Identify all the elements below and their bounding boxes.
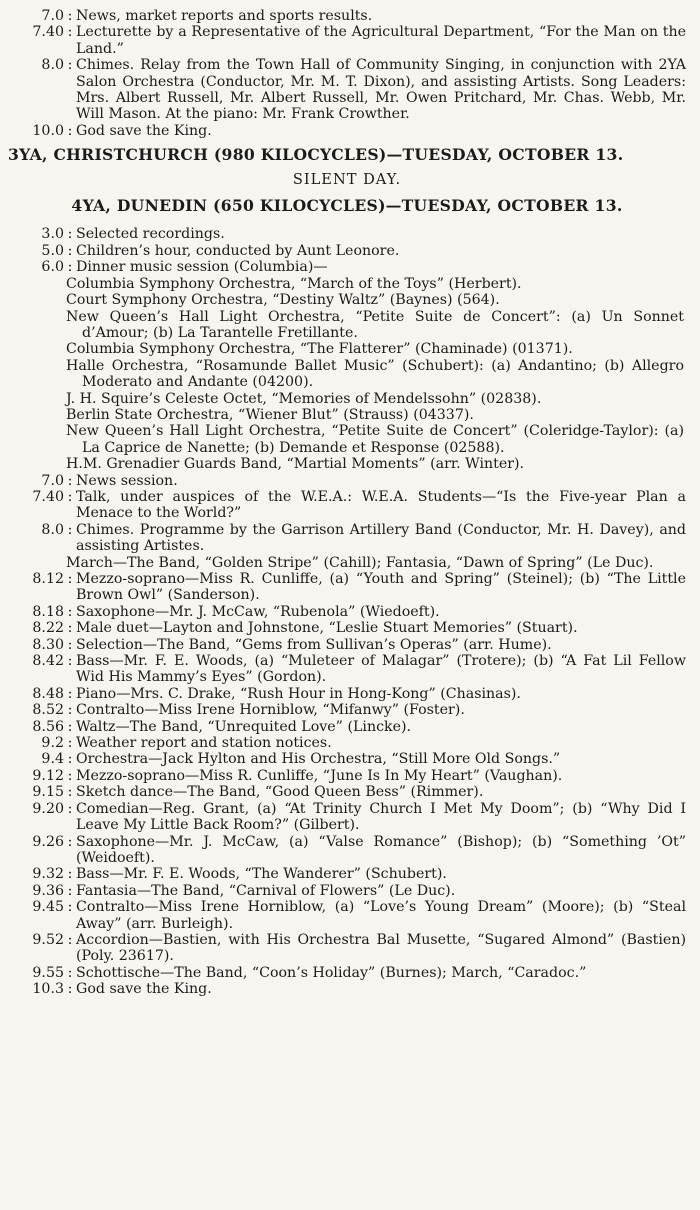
march-line: March—The Band, “Golden Stripe” (Cahill); Fantasia, “Dawn of Spring” (Le Duc). — [66, 554, 654, 571]
dinner-item: Columbia Symphony Orchestra, “March of the Toys” (Herbert). — [66, 275, 522, 292]
entry-text: Dinner music session (Columbia)— — [76, 259, 328, 276]
programme-entry: 9.4 : Orchestra—Jack Hylton and His Orchestra, “Still More Old Songs.” — [0, 751, 694, 767]
entry-text: Comedian—Reg. Grant, (a) “At Trinity Church I Met My Doom”; (b) “Why Did I Leave My Little Back Room?” (Gilbert). — [76, 800, 686, 834]
entry-text: Mezzo-soprano—Miss R. Cunliffe, “June Is In My Heart” (Vaughan). — [76, 767, 563, 784]
programme-entry: 9.45 : Contralto—Miss Irene Horniblow, (a) “Love’s Young Dream” (Moore); (b) “Steal Away” (arr. Burleigh). — [0, 899, 694, 932]
entry-time: 8.0 — [41, 57, 64, 74]
programme-entry: 9.52 : Accordion—Bastien, with His Orchestra Bal Musette, “Sugared Almond” (Bastien) (Poly. 23617). — [0, 932, 694, 965]
programme-entry: 5.0 : Children’s hour, conducted by Aunt Leonore. — [0, 243, 694, 259]
entry-time: 6.0 — [41, 259, 64, 276]
entry-text: News, market reports and sports results. — [76, 8, 373, 24]
entry-text: Selection—The Band, “Gems from Sullivan’s Operas” (arr. Hume). — [76, 636, 552, 653]
entry-text: Waltz—The Band, “Unrequited Love” (Lincke). — [76, 718, 412, 735]
programme-entry: 9.2 : Weather report and station notices. — [0, 735, 694, 751]
entry-time: 9.4 — [41, 751, 64, 768]
entry-time: 8.56 — [32, 718, 64, 735]
entry-text: Orchestra—Jack Hylton and His Orchestra, “Still More Old Songs.” — [76, 751, 561, 768]
programme-entry: 3.0 : Selected recordings. — [0, 226, 694, 242]
entry-text: Bass—Mr. F. E. Woods, (a) “Muleteer of Malagar” (Trotere); (b) “A Fat Lil Fellow Wid His Mammy’s Eyes” (Gordon). — [76, 653, 686, 686]
entry-time: 8.30 — [32, 636, 64, 653]
programme-entry: 7.40 : Lecturette by a Representative of the Agricultural Department, “For the Man on the Land.” — [0, 24, 694, 57]
entry-text: Children’s hour, conducted by Aunt Leonore. — [76, 242, 400, 259]
programme-entry: 8.52 : Contralto—Miss Irene Horniblow, “Mifanwy” (Foster). — [0, 702, 694, 718]
entry-text: God save the King. — [76, 981, 212, 998]
march-note — [66, 555, 684, 571]
entry-text: Mezzo-soprano—Miss R. Cunliffe, (a) “Youth and Spring” (Steinel); (b) “The Little Brown Owl” (Sanderson). — [76, 571, 686, 604]
entry-time: 10.3 — [32, 981, 64, 998]
dunedin-programme — [0, 226, 694, 997]
entry-time: 8.22 — [32, 620, 64, 637]
programme-entry: 9.12 : Mezzo-soprano—Miss R. Cunliffe, “June Is In My Heart” (Vaughan). — [0, 768, 694, 784]
entry-time: 7.40 — [32, 24, 64, 41]
programme-entry: 8.0 : Chimes. Programme by the Garrison Artillery Band (Conductor, Mr. H. Davey), and assisting Artistes. — [0, 522, 694, 555]
programme-entry: 10.0 : God save the King. — [0, 123, 694, 139]
entry-text: Sketch dance—The Band, “Good Queen Bess” (Rimmer). — [76, 784, 484, 801]
entry-time: 9.12 — [32, 767, 64, 784]
entry-time: 9.26 — [32, 833, 64, 850]
entry-text: Lecturette by a Representative of the Agricultural Department, “For the Man on the Land.” — [76, 24, 686, 57]
programme-entry: 8.18 : Saxophone—Mr. J. McCaw, “Rubenola” (Wiedoeft). — [0, 604, 694, 620]
programme-entry: 8.42 : Bass—Mr. F. E. Woods, (a) “Muleteer of Malagar” (Trotere); (b) “A Fat Lil Fellow Wid His Mammy’s Eyes” (Gordon). — [0, 653, 694, 686]
entry-time: 8.48 — [32, 685, 64, 702]
programme-entry: 7.40 : Talk, under auspices of the W.E.A.: W.E.A. Students—“Is the Five-year Plan a Menace to the World?” — [0, 489, 694, 522]
dinner-item: Court Symphony Orchestra, “Destiny Waltz” (Baynes) (564). — [66, 292, 500, 309]
programme-entry: 9.36 : Fantasia—The Band, “Carnival of Flowers” (Le Duc). — [0, 883, 694, 899]
programme-entry: 8.22 : Male duet—Layton and Johnstone, “Leslie Stuart Memories” (Stuart). — [0, 620, 694, 636]
entry-time: 9.45 — [32, 899, 64, 916]
entry-time: 3.0 — [41, 226, 64, 243]
programme-entry: 6.0 : Dinner music session (Columbia)— — [0, 259, 694, 275]
programme-entry: 7.0 : News session. — [0, 473, 694, 489]
entry-text: News session. — [76, 472, 178, 489]
evening-programme — [0, 571, 694, 998]
entry-time: 9.52 — [32, 931, 64, 948]
programme-entry: 8.56 : Waltz—The Band, “Unrequited Love” (Lincke). — [0, 719, 694, 735]
entry-text: Weather report and station notices. — [76, 735, 332, 752]
entry-time: 7.0 — [41, 472, 64, 489]
programme-entry: 9.20 : Comedian—Reg. Grant, (a) “At Trinity Church I Met My Doom”; (b) “Why Did I Leave My Little Back Room?” (Gilbert). — [0, 801, 694, 834]
dinner-item: Berlin State Orchestra, “Wiener Blut” (Strauss) (04337). — [66, 406, 474, 423]
programme-entry: 9.55 : Schottische—The Band, “Coon’s Holiday” (Burnes); March, “Caradoc.” — [0, 965, 694, 981]
dinner-item: H.M. Grenadier Guards Band, “Martial Moments” (arr. Winter). — [66, 456, 525, 473]
programme-entry: 8.0 : Chimes. Relay from the Town Hall of Community Singing, in conjunction with 2YA Salon Orchestra (Conductor, Mr. M. T. Dixon), and assisting Artists. Song Leaders: Mrs. Albert Russell, Mr. Albert Russell, Mr. Owen Pritchard, Mr. Chas. Webb, Mr. Will Mason. At the piano: Mr. Frank Crowther. — [0, 57, 694, 123]
entry-text: Selected recordings. — [76, 226, 225, 243]
entry-text: Contralto—Miss Irene Horniblow, “Mifanwy” (Foster). — [76, 702, 465, 719]
entry-time: 9.20 — [32, 800, 64, 817]
entry-time: 8.12 — [32, 571, 64, 587]
entry-text: Contralto—Miss Irene Horniblow, (a) “Love’s Young Dream” (Moore); (b) “Steal Away” (arr. Burleigh). — [76, 899, 686, 932]
entry-time: 7.0 — [41, 8, 64, 24]
entry-text: Talk, under auspices of the W.E.A.: W.E.A. Students—“Is the Five-year Plan a Menace to the World?” — [76, 488, 686, 522]
dinner-item: New Queen’s Hall Light Orchestra, “Petite Suite de Concert”: (a) Un Sonnet d’Amour; (b) La Tarantelle Fretillante. — [66, 308, 684, 341]
entry-text: Male duet—Layton and Johnstone, “Leslie Stuart Memories” (Stuart). — [76, 620, 578, 637]
entry-time: 8.52 — [32, 702, 64, 719]
programme-entry: 7.0 : News, market reports and sports results. — [0, 8, 694, 24]
dinner-item: New Queen’s Hall Light Orchestra, “Petite Suite de Concert” (Coleridge-Taylor): (a) La Caprice de Nanette; (b) Demande et Response (02588). — [66, 423, 684, 456]
silent-day-note: SILENT DAY. — [292, 170, 402, 188]
dunedin-heading: 4YA, DUNEDIN (650 KILOCYCLES)—TUESDAY, OCTOBER 13. — [71, 196, 623, 216]
entry-text: Accordion—Bastien, with His Orchestra Bal Musette, “Sugared Almond” (Bastien) (Poly. 23617). — [76, 931, 686, 965]
programme-entry: 8.48 : Piano—Mrs. C. Drake, “Rush Hour in Hong-Kong” (Chasinas). — [0, 686, 694, 702]
dinner-item: J. H. Squire’s Celeste Octet, “Memories of Mendelssohn” (02838). — [66, 390, 542, 407]
entry-text: Schottische—The Band, “Coon’s Holiday” (Burnes); March, “Caradoc.” — [76, 964, 587, 981]
entry-time: 9.15 — [32, 784, 64, 801]
programme-entry: 9.32 : Bass—Mr. F. E. Woods, “The Wanderer” (Schubert). — [0, 866, 694, 882]
dinner-music-list — [66, 276, 684, 473]
entry-time: 8.0 — [41, 521, 64, 538]
programme-entry: 10.3 : God save the King. — [0, 981, 694, 997]
dinner-item: Columbia Symphony Orchestra, “The Flatterer” (Chaminade) (01371). — [66, 341, 573, 358]
entry-time: 5.0 — [41, 242, 64, 259]
entry-time: 10.0 — [32, 122, 64, 139]
programme-entry: 8.30 : Selection—The Band, “Gems from Sullivan’s Operas” (arr. Hume). — [0, 637, 694, 653]
entry-text: Chimes. Relay from the Town Hall of Community Singing, in conjunction with 2YA Salon Orchestra (Conductor, Mr. M. T. Dixon), and assisting Artists. Song Leaders: Mrs. Albert Russell, Mr. Albert Russell, Mr. Owen Pritchard, Mr. Chas. Webb, Mr. Will Mason. At the piano: Mr. Frank Crowther. — [76, 57, 686, 123]
entry-time: 9.36 — [32, 882, 64, 899]
entry-time: 7.40 — [32, 488, 64, 505]
entry-time: 9.55 — [32, 964, 64, 981]
programme-entry: 8.12 : Mezzo-soprano—Miss R. Cunliffe, (a) “Youth and Spring” (Steinel); (b) “The Little Brown Owl” (Sanderson). — [0, 571, 694, 604]
christchurch-heading: 3YA, CHRISTCHURCH (980 KILOCYCLES)—TUESDAY, OCTOBER 13. — [8, 145, 624, 165]
entry-text: Saxophone—Mr. J. McCaw, “Rubenola” (Wiedoeft). — [76, 603, 440, 620]
entry-text: Piano—Mrs. C. Drake, “Rush Hour in Hong-Kong” (Chasinas). — [76, 685, 521, 702]
entry-time: 9.2 — [41, 735, 64, 752]
entry-text: God save the King. — [76, 122, 212, 139]
programme-entry: 9.15 : Sketch dance—The Band, “Good Queen Bess” (Rimmer). — [0, 784, 694, 800]
dinner-item: Halle Orchestra, “Rosamunde Ballet Music” (Schubert): (a) Andantino; (b) Allegro Moderato and Andante (04200). — [66, 357, 684, 391]
entry-time: 8.42 — [32, 653, 64, 670]
wellington-programme — [0, 8, 694, 139]
entry-time: 9.32 — [32, 866, 64, 883]
entry-text: Saxophone—Mr. J. McCaw, (a) “Valse Romance” (Bishop); (b) “Something ’Ot” (Weidoeft). — [76, 833, 686, 866]
programme-entry: 9.26 : Saxophone—Mr. J. McCaw, (a) “Valse Romance” (Bishop); (b) “Something ’Ot” (Weidoeft). — [0, 834, 694, 867]
entry-text: Chimes. Programme by the Garrison Artillery Band (Conductor, Mr. H. Davey), and assisting Artistes. — [76, 521, 686, 555]
entry-text: Bass—Mr. F. E. Woods, “The Wanderer” (Schubert). — [76, 866, 447, 883]
entry-time: 8.18 — [32, 603, 64, 620]
entry-text: Fantasia—The Band, “Carnival of Flowers” (Le Duc). — [76, 882, 456, 899]
